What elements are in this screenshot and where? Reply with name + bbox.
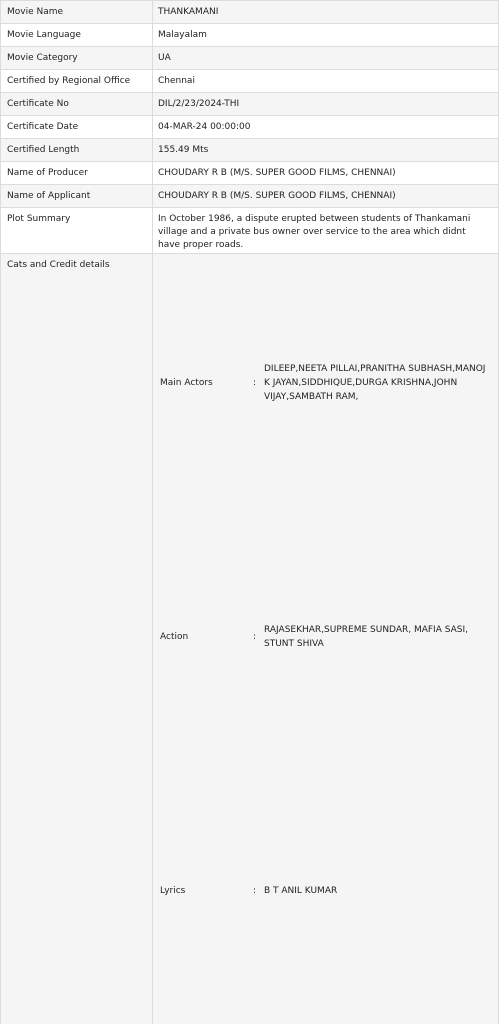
plot-summary-value: In October 1986, a dispute erupted between students of Thankamani village and a private bus owner over service to the area which didnt have proper roads. — [153, 208, 499, 254]
credit-names: DILEEP,NEETA PILLAI,PRANITHA SUBHASH,MANOJ K JAYAN,SIDDHIQUE,DURGA KRISHNA,JOHN VIJAY,SAMBATH RAM, — [264, 257, 497, 511]
movie-name-row — [1, 1, 499, 24]
certificate-date-row — [1, 116, 499, 139]
movie-category-row — [1, 47, 499, 70]
credit-row — [157, 1019, 497, 1024]
credit-role: Main Actors — [157, 257, 253, 511]
movie-name-label: Movie Name — [1, 1, 153, 24]
producer-label: Name of Producer — [1, 162, 153, 185]
certificate-no-label: Certificate No — [1, 93, 153, 116]
credit-role: Lyrics — [157, 765, 253, 1019]
credit-separator: : — [253, 257, 264, 511]
movie-language-label: Movie Language — [1, 24, 153, 47]
movie-name-value: THANKAMANI — [153, 1, 499, 24]
applicant-row — [1, 185, 499, 208]
credit-role — [157, 1019, 253, 1024]
credit-row — [157, 511, 497, 765]
applicant-value: CHOUDARY R B (M/S. SUPER GOOD FILMS, CHENNAI) — [153, 185, 499, 208]
producer-value: CHOUDARY R B (M/S. SUPER GOOD FILMS, CHENNAI) — [153, 162, 499, 185]
credits-value — [153, 254, 499, 1024]
applicant-label: Name of Applicant — [1, 185, 153, 208]
credits-label: Cats and Credit details — [1, 254, 153, 1024]
credit-row — [157, 257, 497, 511]
credit-names: B T ANIL KUMAR — [264, 765, 497, 1019]
regional-office-label: Certified by Regional Office — [1, 70, 153, 93]
credit-role: Action — [157, 511, 253, 765]
certificate-no-value: DIL/2/23/2024-THI — [153, 93, 499, 116]
regional-office-row — [1, 70, 499, 93]
movie-language-row — [1, 24, 499, 47]
certified-length-value: 155.49 Mts — [153, 139, 499, 162]
credit-names — [264, 1019, 497, 1024]
regional-office-value: Chennai — [153, 70, 499, 93]
movie-category-label: Movie Category — [1, 47, 153, 70]
movie-category-value: UA — [153, 47, 499, 70]
producer-row — [1, 162, 499, 185]
credit-separator: : — [253, 511, 264, 765]
certified-length-label: Certified Length — [1, 139, 153, 162]
credit-row — [157, 765, 497, 1019]
certificate-date-label: Certificate Date — [1, 116, 153, 139]
movie-language-value: Malayalam — [153, 24, 499, 47]
certified-length-row — [1, 139, 499, 162]
plot-summary-label: Plot Summary — [1, 208, 153, 254]
credits-table — [157, 257, 497, 1024]
credit-separator — [253, 1019, 264, 1024]
certificate-date-value: 04-MAR-24 00:00:00 — [153, 116, 499, 139]
credit-separator: : — [253, 765, 264, 1019]
certificate-no-row — [1, 93, 499, 116]
plot-summary-row — [1, 208, 499, 254]
credits-row — [1, 254, 499, 1024]
credit-names: RAJASEKHAR,SUPREME SUNDAR, MAFIA SASI, STUNT SHIVA — [264, 511, 497, 765]
